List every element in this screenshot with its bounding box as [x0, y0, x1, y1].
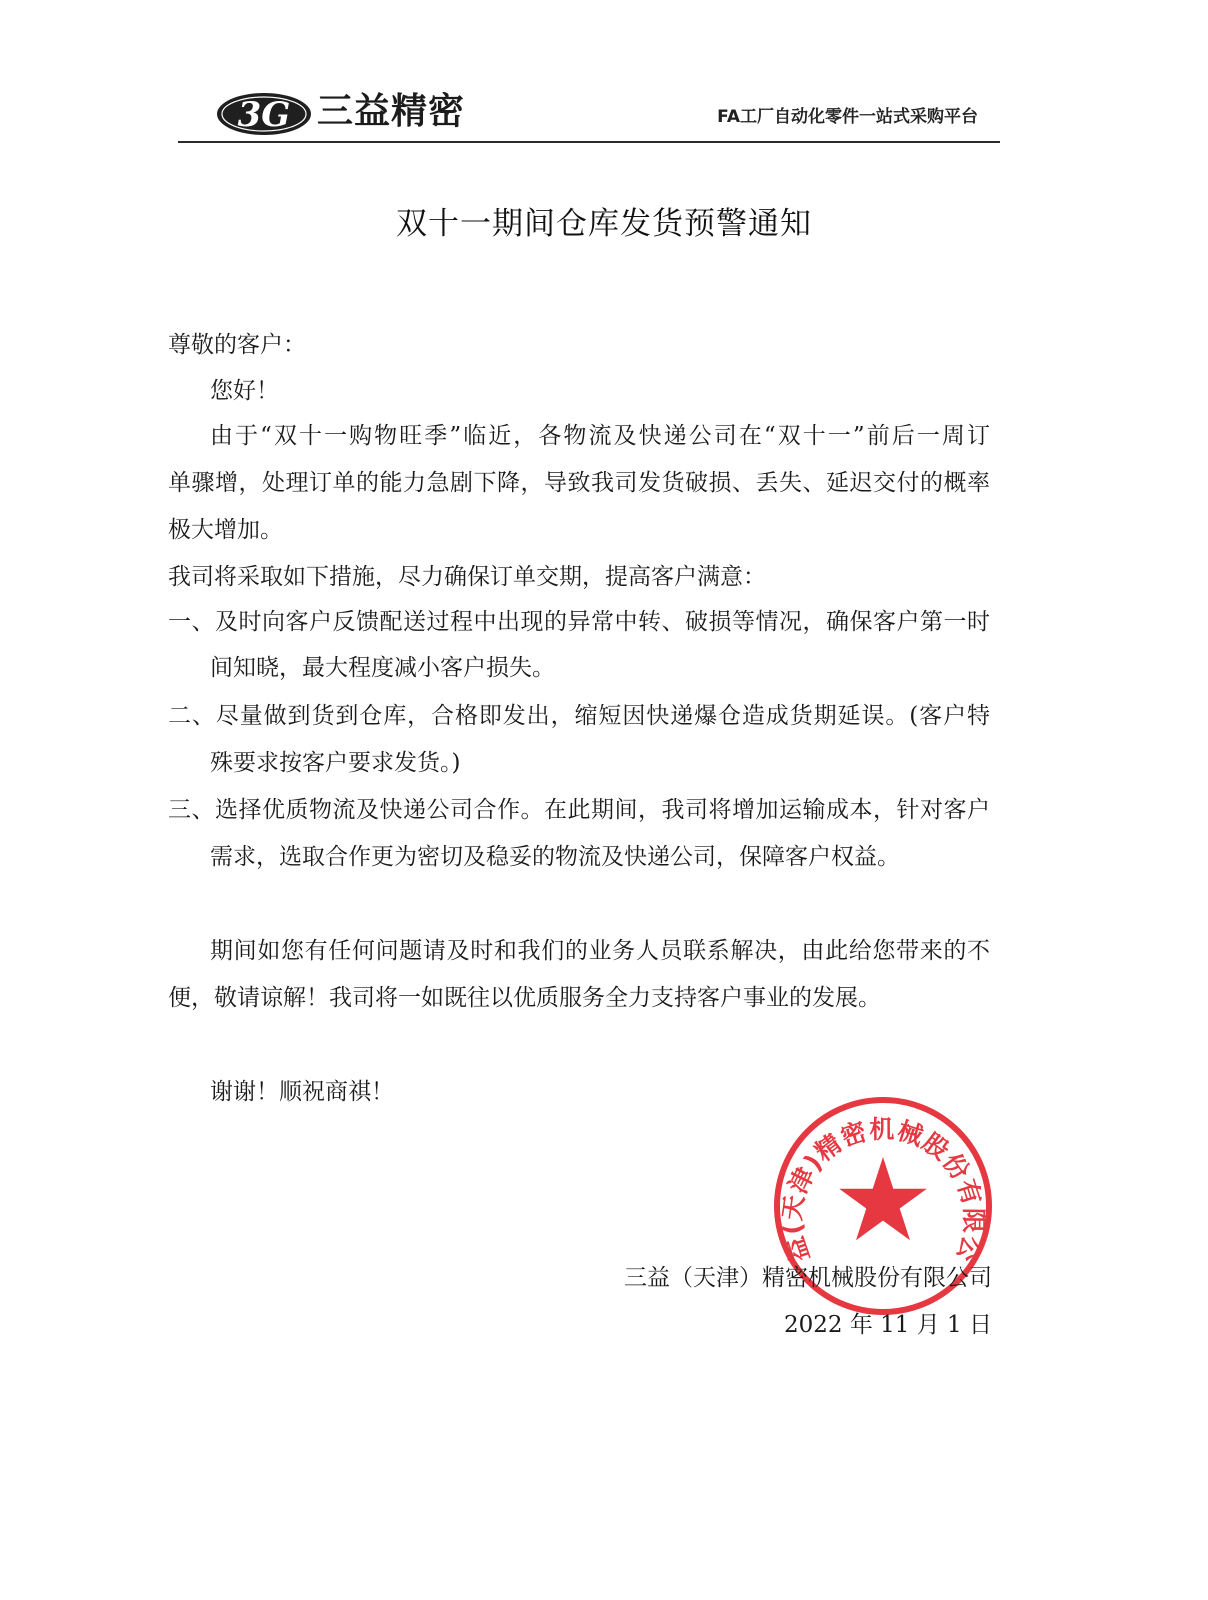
- closing-line: 期间如您有任何问题请及时和我们的业务人员联系解决，由此给您带来的不: [210, 938, 990, 964]
- salutation: 尊敬的客户：: [168, 332, 306, 358]
- greeting: 您好！: [210, 378, 279, 404]
- measure-item-1: 一、及时向客户反馈配送过程中出现的异常中转、破损等情况，确保客户第一时: [168, 609, 990, 635]
- seal-star-icon: [839, 1157, 927, 1240]
- company-logo: [214, 88, 474, 138]
- logo-mark-text: 3G: [237, 95, 291, 135]
- seal-text: 益(天津)精密机械股份有限公: [777, 1114, 989, 1267]
- logo-emblem-icon: [214, 88, 314, 138]
- letterhead: [178, 88, 1000, 144]
- paragraph-line: 单骤增，处理订单的能力急剧下降，导致我司发货破损、丢失、延迟交付的概率: [168, 470, 990, 496]
- measure-item-1-cont: 间知晓，最大程度减小客户损失。: [210, 655, 555, 681]
- notice-title: 双十一期间仓库发货预警通知: [396, 206, 812, 242]
- header-divider: [178, 141, 1000, 143]
- header-tagline: FA工厂自动化零件一站式采购平台: [717, 107, 978, 127]
- measures-intro: 我司将采取如下措施，尽力确保订单交期，提高客户满意：: [168, 564, 766, 590]
- signature-company: 三益（天津）精密机械股份有限公司: [624, 1265, 992, 1291]
- measure-item-2: 二、尽量做到货到仓库，合格即发出，缩短因快递爆仓造成货期延误。(客户特: [168, 703, 990, 729]
- logo-name: 三益精密: [317, 91, 466, 132]
- measure-item-3: 三、选择优质物流及快递公司合作。在此期间，我司将增加运输成本，针对客户: [168, 797, 990, 823]
- measure-item-2-cont: 殊要求按客户要求发货。): [210, 750, 461, 776]
- signature-date: 2022 年 11 月 1 日: [784, 1312, 992, 1338]
- regards: 谢谢！顺祝商祺！: [210, 1079, 394, 1105]
- paragraph-line: 由于“双十一购物旺季”临近，各物流及快递公司在“双十一”前后一周订: [210, 423, 990, 449]
- measure-item-3-cont: 需求，选取合作更为密切及稳妥的物流及快递公司，保障客户权益。: [210, 844, 900, 870]
- closing-line: 便，敬请谅解！我司将一如既往以优质服务全力支持客户事业的发展。: [168, 985, 881, 1011]
- paragraph-line: 极大增加。: [168, 517, 283, 543]
